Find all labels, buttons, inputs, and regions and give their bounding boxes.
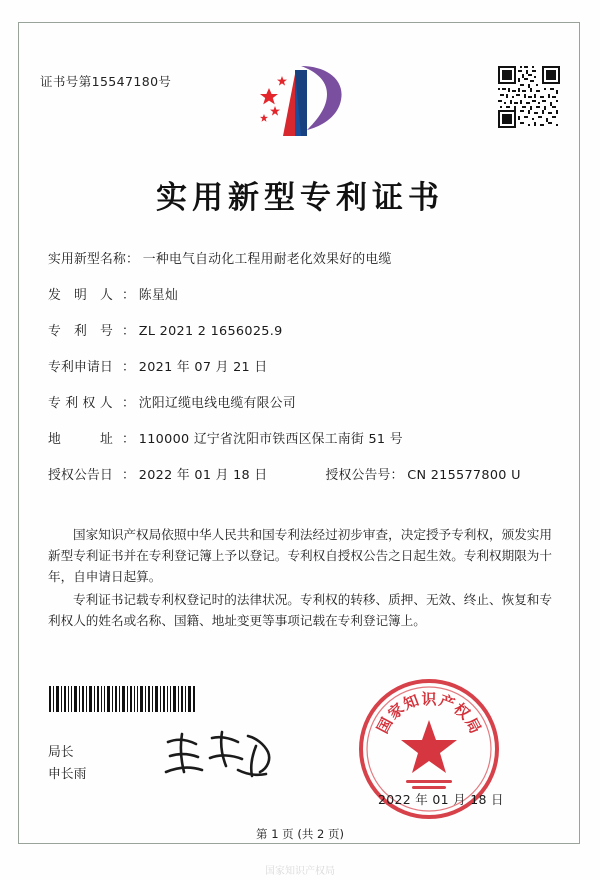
grant-date-value: 2022 年 01 月 18 日 — [138, 468, 268, 483]
director-name: 申长雨 — [48, 767, 87, 782]
grant-number-value: CN 215577800 U — [407, 468, 521, 483]
qr-code-icon — [498, 66, 560, 128]
watermark-text: 国家知识产权局 — [265, 866, 335, 877]
field-label: 专 利 号 — [48, 324, 113, 339]
page-title: 实用新型专利证书 — [156, 180, 444, 216]
field-separator: ： — [122, 288, 135, 303]
field-value: 沈阳辽缆电线电缆有限公司 — [138, 396, 296, 411]
field-row — [48, 248, 552, 284]
field-row — [48, 320, 552, 356]
field-value: 陈星灿 — [138, 288, 179, 303]
field-row — [48, 428, 552, 464]
field-row — [48, 284, 552, 320]
page-footer: 第 1 页 (共 2 页) — [256, 827, 344, 841]
field-separator: ： — [122, 360, 135, 375]
field-value: 一种电气自动化工程用耐老化效果好的电缆 — [142, 252, 392, 267]
svg-text:国: 国 — [373, 714, 397, 737]
field-separator: ： — [122, 396, 135, 411]
field-separator: ： — [390, 468, 404, 483]
field-label: 地 址 — [48, 432, 113, 447]
svg-text:产: 产 — [436, 691, 458, 714]
field-separator: ： — [122, 432, 135, 447]
barcode-icon — [48, 686, 196, 712]
svg-text:权: 权 — [450, 699, 474, 723]
field-label: 专利申请日 — [48, 360, 113, 375]
grant-announcement-row — [48, 464, 552, 500]
svg-text:识: 识 — [421, 690, 437, 708]
field-separator: ： — [122, 468, 135, 483]
field-label: 专 利 权 人 — [48, 396, 113, 411]
issue-date: 2022 年 01 月 18 日 — [378, 792, 504, 807]
paragraph: 国家知识产权局依照中华人民共和国专利法经过初步审查，决定授予专利权，颁发实用新型专利证书并在专利登记簿上予以登记。专利权自授权公告之日起生效。专利权期限为十年，自申请日起算。 — [48, 527, 552, 584]
svg-text:局: 局 — [461, 714, 485, 737]
office-label: 局长 — [48, 745, 74, 760]
svg-text:知: 知 — [400, 691, 422, 714]
field-list — [48, 248, 552, 500]
grant-date-label: 授权公告日 — [48, 468, 113, 483]
field-value: ZL 2021 2 1656025.9 — [138, 324, 283, 339]
field-value: 2021 年 07 月 21 日 — [138, 360, 268, 375]
legal-text — [48, 524, 552, 633]
paragraph: 专利证书记载专利权登记时的法律状况。专利权的转移、质押、无效、终止、恢复和专利权人的姓名或名称、国籍、地址变更等事项记载在专利登记簿上。 — [48, 592, 552, 628]
field-separator: ： — [125, 252, 139, 267]
field-row — [48, 392, 552, 428]
field-row — [48, 356, 552, 392]
patent-office-logo-icon — [255, 62, 347, 140]
grant-number-label: 授权公告号 — [325, 468, 391, 483]
svg-text:家: 家 — [384, 699, 408, 723]
field-separator: ： — [122, 324, 135, 339]
certificate-number: 证书号第15547180号 — [40, 74, 172, 89]
field-label: 实用新型名称 — [48, 252, 126, 267]
field-label: 发 明 人 — [48, 288, 113, 303]
signature-block — [48, 742, 86, 786]
handwritten-signature-icon — [160, 726, 280, 788]
field-value: 110000 辽宁省沈阳市铁西区保工南街 51 号 — [138, 432, 403, 447]
